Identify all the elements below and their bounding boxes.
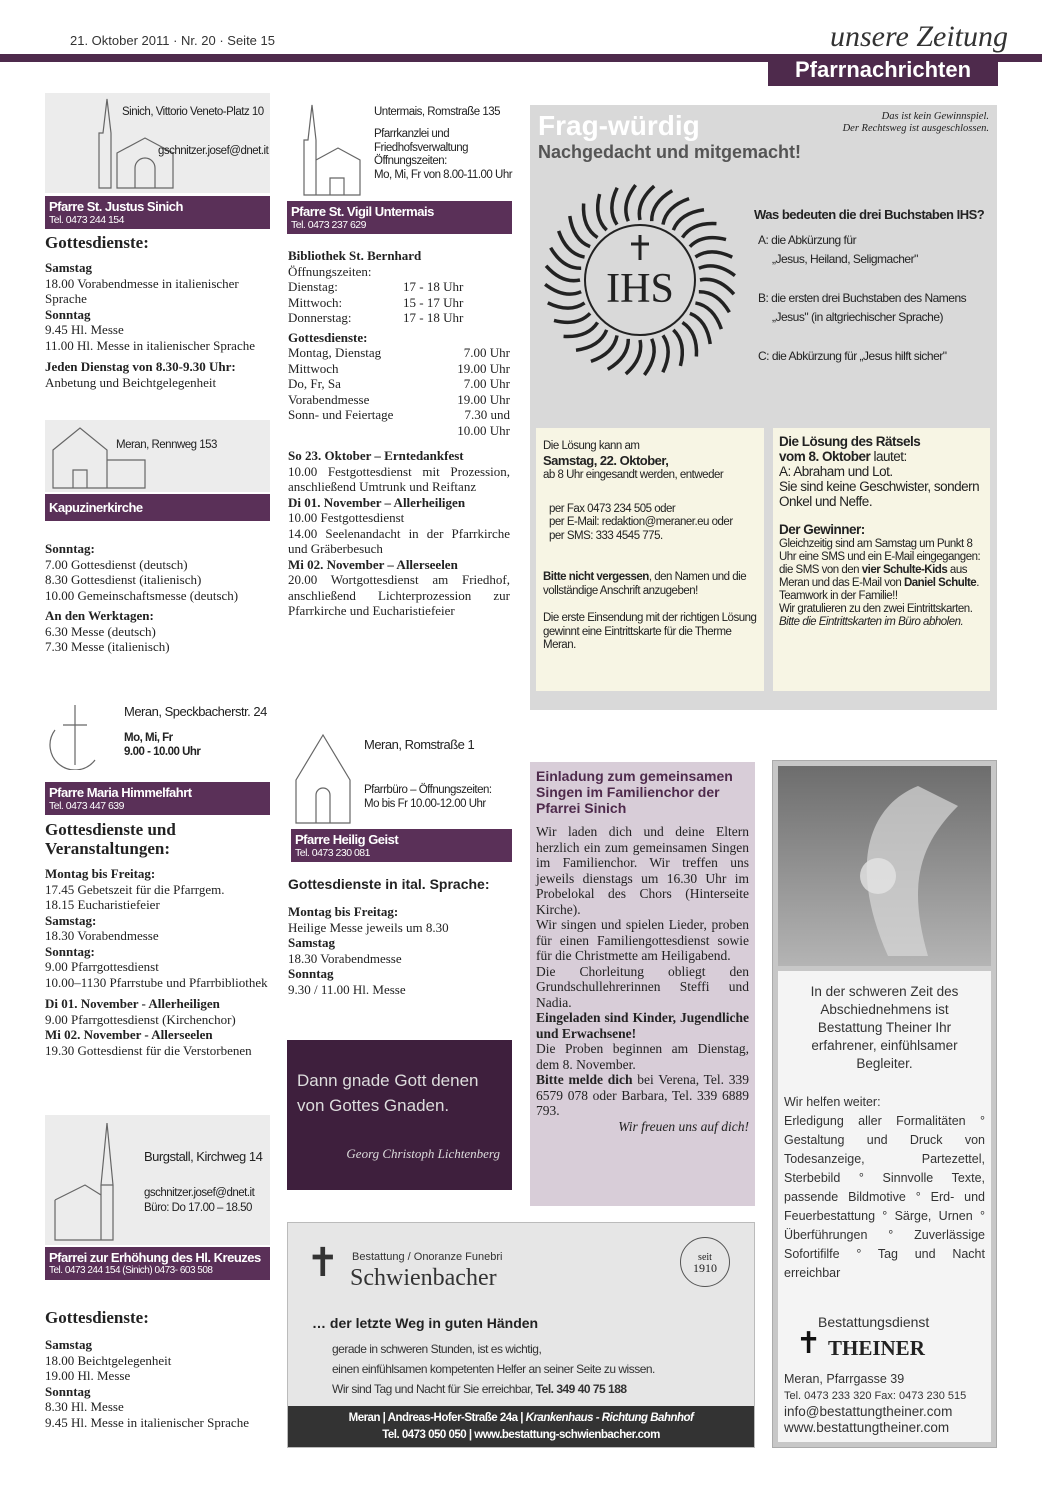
parish-tel: Tel. 0473 230 081 xyxy=(295,847,370,859)
event-title: Di 01. November – Allerheiligen xyxy=(288,494,466,510)
parish-name: Pfarrei zur Erhöhung des Hl. Kreuzes xyxy=(49,1250,261,1265)
service-list: Erledigung aller Formalitäten ° Gestaltung und Druck von Todesanzeige, Partezettel, Sterbebild ° Sinnvolle Texte, passende Bildmotive ° Erd- und Feuerbestattung ° Särge, Urnen ° Überführungen ° Zuverlässige Sofortifilfe ° Tag und Nacht erreichbar xyxy=(784,1114,985,1280)
submission-note xyxy=(536,428,764,691)
emblem-ray xyxy=(591,335,617,361)
brand-line-1: Bestattungsdienst xyxy=(818,1314,930,1330)
address: Meran, Romstraße 1 xyxy=(364,737,475,752)
parish-band xyxy=(45,196,270,229)
line: Die Chorleitung obliegt den Grundschullehrerinnen Steffi und Nadia. xyxy=(536,963,749,1010)
answer-b: B: die ersten drei Buchstaben des Namens xyxy=(758,291,967,305)
theiner-services xyxy=(778,1073,991,1283)
solution-note xyxy=(773,428,990,691)
address: Meran | Andreas-Hofer-Straße 24a | xyxy=(348,1412,526,1424)
address: Sinich, Vittorio Veneto-Platz 10 xyxy=(122,106,264,118)
church-illustration-burgstall xyxy=(45,1115,270,1245)
line: . Teamwork in der Familie!! xyxy=(779,577,979,602)
quiz-subtitle: Nachgedacht und mitgemacht! xyxy=(538,142,802,162)
schedule-row xyxy=(288,407,510,423)
emblem-ray xyxy=(551,248,582,269)
line: Anbetung und Beichtgelegenheit xyxy=(45,374,217,390)
burgstall-services xyxy=(45,1308,270,1430)
emblem-ray xyxy=(695,252,732,257)
answer-c: C: die Abkürzung für „Jesus hilft sicher" xyxy=(758,349,947,363)
line: Mo bis Fr 10.00-12.00 Uhr xyxy=(364,798,486,810)
line: Wir singen und spielen Lieder, proben für einen Familiengottesdienst sowie für die Christmette am Heiligabend. xyxy=(536,917,749,963)
emblem-ray xyxy=(690,313,710,344)
location: Krankenhaus - Richtung Bahnhof xyxy=(525,1412,694,1424)
office-days: Mo, Mi, Fr xyxy=(124,732,173,744)
line: 9.45 Hl. Messe xyxy=(45,322,124,337)
line: A: Abraham und Lot. xyxy=(779,464,893,479)
quiz-panel xyxy=(530,105,997,710)
year: 1910 xyxy=(693,1261,717,1275)
event-text: 10.00 Festgottesdienst xyxy=(288,510,405,525)
heading: Gottesdienste: xyxy=(45,233,149,252)
church-icon xyxy=(45,1115,270,1245)
event-text: 20.00 Wortgottesdienst am Friedhof, anschließend Lichterprozession zur Pfarrkirche und Eucharistiefeier xyxy=(288,572,510,618)
church-icon xyxy=(288,725,358,825)
line: 18.15 Eucharistiefeier xyxy=(45,897,160,912)
emblem-ray xyxy=(583,204,597,238)
schedule-row xyxy=(288,279,510,295)
line: 7.00 Gottesdienst (deutsch) xyxy=(45,556,188,572)
emblem-ray xyxy=(608,339,629,370)
day: Sonntag xyxy=(45,1383,91,1399)
schedule-time: 17 - 18 Uhr xyxy=(403,310,464,325)
day: Montag bis Freitag: xyxy=(288,904,399,919)
emblem-ray xyxy=(626,185,636,221)
emblem-ray xyxy=(564,322,598,336)
church-illustration-kapuziner xyxy=(45,420,270,492)
line: 18.30 Vorabendmesse xyxy=(45,928,159,943)
schedule-time: 19.00 Uhr xyxy=(457,391,510,407)
line: Wir freuen uns auf dich! xyxy=(618,1118,749,1134)
emblem-ray xyxy=(545,284,581,294)
choir-title: Einladung zum gemeinsamen Singen im Familienchor der Pfarrei Sinich xyxy=(536,768,733,816)
line: 10.00 Gemeinschaftsmesse (deutsch) xyxy=(45,587,239,603)
line: , den Namen und die vollständige Anschrift anzugeben! xyxy=(543,571,747,597)
sinich-services xyxy=(45,233,270,390)
line: 18.30 Vorabendmesse xyxy=(288,950,402,966)
line: einen einfühlsamen kompetenten Helfer an seiner Seite zu wissen. xyxy=(332,1362,655,1376)
heading: Gottesdienste: xyxy=(45,1308,149,1327)
emblem-ray xyxy=(644,339,654,375)
schedule-time: 7.00 Uhr xyxy=(463,376,510,391)
page-date: 21. Oktober 2011 · Nr. 20 · Seite 15 xyxy=(70,33,275,48)
office-hours: 9.00 - 10.00 Uhr xyxy=(124,746,201,758)
disclaimer xyxy=(843,111,989,135)
cross-icon xyxy=(45,700,105,770)
schedule-day: Mittwoch: xyxy=(288,294,343,310)
winner: vier Schulte-Kids xyxy=(861,564,948,576)
event-title: Mi 02. November – Allerseelen xyxy=(288,556,458,572)
emblem-ray xyxy=(598,194,607,230)
emblem-ray xyxy=(576,330,607,350)
schedule-time: 19.00 Uhr xyxy=(457,360,510,376)
emblem-ray xyxy=(673,210,704,230)
quote-box xyxy=(287,1040,512,1190)
event-title: So 23. Oktober – Erntedankfest xyxy=(288,448,464,463)
day: Jeden Dienstag von 8.30-9.30 Uhr: xyxy=(45,359,236,374)
schedule-day: Mittwoch xyxy=(288,360,339,376)
schedule-time: 10.00 Uhr xyxy=(457,422,510,438)
since-badge xyxy=(680,1237,730,1287)
emblem-ray xyxy=(663,199,689,225)
ad-footer xyxy=(288,1406,754,1447)
angel-statue-icon xyxy=(778,766,991,966)
schedule-day: Vorabendmesse xyxy=(288,391,370,407)
line: 17.45 Gebetszeit für die Pfarrgem. xyxy=(45,881,225,897)
parish-tel: Tel. 0473 237 629 xyxy=(291,219,366,231)
parish-band xyxy=(287,201,512,234)
schedule-row xyxy=(288,310,510,326)
answer-a-text: „Jesus, Heiland, Seligmacher" xyxy=(772,252,918,266)
emblem-ray xyxy=(699,266,735,276)
cross-icon: ✝ xyxy=(796,1327,822,1360)
line: Bitte die Eintrittskarten im Büro abholen. xyxy=(779,616,964,628)
line: 6.30 Messe (deutsch) xyxy=(45,623,156,639)
schedule-day: Sonn- und Feiertage xyxy=(288,407,394,422)
schedule-row xyxy=(288,392,510,408)
line: 9.45 Hl. Messe in italienischer Sprache xyxy=(45,1414,249,1430)
website-link[interactable]: www.bestattungtheiner.com xyxy=(784,1420,950,1435)
brand-tagline: Bestattung / Onoranze Funebri xyxy=(352,1251,503,1263)
schedule-time: 17 - 18 Uhr xyxy=(403,279,464,294)
schedule-day: Donnerstag: xyxy=(288,310,352,325)
section-title: Pfarrnachrichten xyxy=(768,56,998,86)
schedule-day: Montag, Dienstag xyxy=(288,345,382,360)
day: Samstag: xyxy=(45,912,97,928)
quiz-title: Frag-würdig xyxy=(538,110,700,141)
theiner-ad xyxy=(772,760,997,1448)
church-logo xyxy=(45,700,105,770)
office-hours: Büro: Do 17.00 – 18.50 xyxy=(144,1202,252,1214)
line: 8.30 Gottesdienst (italienisch) xyxy=(45,572,202,587)
schedule-row xyxy=(288,295,510,311)
emblem-ray xyxy=(682,322,696,356)
cross-icon: ✝ xyxy=(306,1240,340,1285)
parish-name: Pfarre Maria Himmelfahrt xyxy=(49,785,192,800)
day: Mi 02. November - Allerseelen xyxy=(45,1027,213,1042)
kapuziner-services xyxy=(45,541,270,655)
schedule-time: 15 - 17 Uhr xyxy=(403,294,464,310)
event-text: 14.00 Seelenandacht in der Pfarrkirche und Gräberbesuch xyxy=(288,525,510,556)
day: Sonntag: xyxy=(45,943,95,959)
line: Wir laden dich und deine Eltern herzlich ein zum gemeinsamen Singen im Familienchor. Wir treffen uns jeweils dienstags um 16.30 Uhr im Probelokal des Chors (Hinterseite Kirche). xyxy=(536,824,749,917)
newspaper-logo: unsere Zeitung xyxy=(829,20,1008,53)
heading: Gottesdienste: xyxy=(288,329,368,345)
line: Pfarrkanzlei und xyxy=(374,128,450,140)
schedule-day: Do, Fr, Sa xyxy=(288,376,341,391)
theiner-intro: In der schweren Zeit des Abschiednehmens ist Bestattung Theiner Ihr erfahrener, einfühlsamer Begleiter. xyxy=(810,984,959,1071)
geist-services xyxy=(288,876,510,997)
church-icon xyxy=(45,420,270,492)
day: Sonntag xyxy=(45,306,91,322)
emphasis: Bitte nicht vergessen xyxy=(543,571,649,583)
day: An den Werktagen: xyxy=(45,608,154,623)
quiz-answers xyxy=(758,231,966,366)
ad-text xyxy=(332,1339,655,1399)
slogan: … der letzte Weg in guten Händen xyxy=(312,1315,539,1331)
line: Der Rechtsweg ist ausgeschlossen. xyxy=(842,123,989,134)
day: Samstag xyxy=(45,1337,92,1352)
parish-band xyxy=(45,1247,270,1280)
address: Untermais, Romstraße 135 xyxy=(374,106,501,118)
emblem-ray xyxy=(652,191,673,222)
email-link[interactable]: gschnitzer.josef@dnet.it xyxy=(144,1187,255,1199)
emphasis: Eingeladen sind Kinder, Jugendliche und Erwachsene! xyxy=(536,1010,749,1041)
heading: Die Lösung des Rätsels xyxy=(779,434,921,449)
parish-name: Pfarre Heilig Geist xyxy=(295,832,399,847)
line: lautet: xyxy=(870,449,907,464)
line: Das ist kein Gewinnspiel. xyxy=(881,111,989,122)
email-link[interactable]: gschnitzer.josef@dnet.it xyxy=(158,145,269,157)
line: 8.30 Hl. Messe xyxy=(45,1399,124,1414)
line: Pfarrbüro – Öffnungszeiten: xyxy=(364,784,492,796)
line: Wir gratulieren zu den zwei Eintrittskarten. xyxy=(779,603,973,615)
line: 9.00 Pfarrgottesdienst (Kirchenchor) xyxy=(45,1011,236,1027)
line: 10.00–1130 Pfarrstube und Pfarrbibliothek xyxy=(45,974,268,990)
theiner-contact xyxy=(784,1371,966,1436)
emblem-ray xyxy=(570,216,590,247)
brand-name: Schwienbacher xyxy=(350,1265,497,1291)
himmelfahrt-services xyxy=(45,820,270,1058)
schedule-time: 7.30 und xyxy=(464,407,510,422)
day: Montag bis Freitag: xyxy=(45,866,156,881)
day: Samstag xyxy=(288,935,335,950)
brand-name: THEINER xyxy=(828,1336,925,1360)
emblem-ray xyxy=(663,335,668,372)
phone: Tel. 0473 233 320 Fax: 0473 230 515 xyxy=(784,1390,967,1402)
emblem-ray xyxy=(699,292,730,313)
heading: Bibliothek St. Bernhard xyxy=(288,248,422,263)
emblem-ray xyxy=(612,188,617,225)
emblem-ray xyxy=(695,303,721,329)
email-link[interactable]: info@bestattungtheiner.com xyxy=(784,1404,953,1419)
schedule-row xyxy=(288,423,510,439)
heading: Der Gewinner: xyxy=(779,522,865,537)
line: ab 8 Uhr eingesandt werden, entweder xyxy=(543,469,724,481)
phone: Tel. 349 40 75 188 xyxy=(535,1382,627,1396)
emblem-ray xyxy=(682,223,716,237)
line: Die Proben beginnen am Dienstag, dem 8. November. xyxy=(536,1041,749,1072)
parish-tel: Tel. 0473 447 639 xyxy=(49,800,124,812)
line: Öffnungszeiten: xyxy=(288,263,372,279)
line: 19.30 Gottesdienst für die Verstorbenen xyxy=(45,1042,252,1058)
contact: Tel. 0473 050 050 | www.bestattung-schwienbacher.com xyxy=(382,1429,660,1441)
parish-band xyxy=(291,829,512,862)
line: 19.00 Hl. Messe xyxy=(45,1368,131,1383)
schedule-row xyxy=(288,345,510,361)
address: Meran, Speckbacherstr. 24 xyxy=(124,704,267,719)
office-info xyxy=(364,783,492,811)
emblem-ray xyxy=(673,330,682,366)
ihs-emblem-icon xyxy=(540,180,740,385)
line: bei Verena, Tel. 339 6579 078 oder Barbara, Tel. 339 6889 793. xyxy=(536,1072,749,1118)
line: 9.00 Pfarrgottesdienst xyxy=(45,959,159,974)
event-text: 10.00 Festgottesdienst mit Prozession, anschließend Umtrunk und Reiftanz xyxy=(288,463,510,494)
line: Die Lösung kann am xyxy=(543,440,640,452)
day: Sonntag xyxy=(288,966,334,981)
line: gerade in schweren Stunden, ist es wichtig, xyxy=(332,1342,542,1356)
schedule-row xyxy=(288,361,510,377)
line: Gleichzeitig sind am Samstag um Punkt 8 Uhr eine SMS und ein E-Mail eingegangen: die SMS von den xyxy=(779,538,981,576)
vigil-library xyxy=(288,248,510,619)
church-illustration-vigil xyxy=(288,100,368,198)
line: Friedhofsverwaltung xyxy=(374,141,469,154)
answer-b-text: „Jesus" (in altgriechischer Sprache) xyxy=(772,310,943,324)
parish-name: Pfarre St. Justus Sinich xyxy=(49,199,183,214)
heading: Gottesdienste und Veranstaltungen: xyxy=(45,820,176,858)
emphasis: Bitte melde dich xyxy=(536,1072,633,1087)
email[interactable]: per E-Mail: redaktion@meraner.eu oder xyxy=(549,516,733,528)
office-info xyxy=(374,128,512,182)
sms: per SMS: 333 4545 775. xyxy=(549,529,663,542)
schedule-time: 7.00 Uhr xyxy=(463,345,510,360)
winner: Daniel Schulte xyxy=(903,577,977,589)
choir-text xyxy=(530,816,755,1134)
fax: per Fax 0473 234 505 oder xyxy=(549,502,676,515)
prize-info: Die erste Einsendung mit der richtigen Lösung gewinnt eine Eintrittskarte für die Therme Meran. xyxy=(543,612,757,651)
angel-photo xyxy=(778,766,991,966)
answer-a: A: die Abkürzung für xyxy=(758,233,857,247)
parish-band xyxy=(45,494,270,521)
date: Samstag, 22. Oktober, xyxy=(543,452,669,468)
parish-tel: Tel. 0473 244 154 xyxy=(49,214,124,226)
line: Heilige Messe jeweils um 8.30 xyxy=(288,919,449,935)
line: Mo, Mi, Fr von 8.00-11.00 Uhr xyxy=(374,168,513,181)
line: Öffnungszeiten: xyxy=(374,155,447,167)
line: 18.00 Beichtgelegenheit xyxy=(45,1352,172,1368)
theiner-content xyxy=(778,971,991,1442)
day: Sonntag: xyxy=(45,541,95,556)
address: Burgstall, Kirchweg 14 xyxy=(144,1149,263,1164)
address: Meran, Pfarrgasse 39 xyxy=(784,1372,905,1386)
line: seit xyxy=(698,1252,712,1263)
heading: Wir helfen weiter: xyxy=(784,1095,881,1109)
emblem-ray xyxy=(554,313,590,322)
address: Meran, Rennweg 153 xyxy=(116,439,217,451)
schwienbacher-ad xyxy=(287,1222,755,1448)
emblem-ray xyxy=(559,231,585,257)
schedule-day: Dienstag: xyxy=(288,279,338,294)
quote-author: Georg Christoph Lichtenberg xyxy=(346,1146,500,1161)
church-illustration-geist xyxy=(288,725,358,825)
day: Samstag xyxy=(45,260,92,275)
parish-name: Kapuzinerkirche xyxy=(49,500,143,515)
line: 18.00 Vorabendmesse in italienischer Sprache xyxy=(45,275,239,306)
line: 9.30 / 11.00 Hl. Messe xyxy=(288,981,406,997)
line: Wir sind Tag und Nacht für Sie erreichbar, xyxy=(332,1382,536,1396)
line: Sie sind keine Geschwister, sondern Onkel und Neffe. xyxy=(779,479,980,509)
parish-band xyxy=(45,782,270,815)
emblem-ray xyxy=(690,238,726,247)
parish-tel: Tel. 0473 244 154 (Sinich) 0473- 603 508 xyxy=(49,1265,213,1276)
line: 11.00 Hl. Messe in italienischer Sprache xyxy=(45,337,255,353)
quote-text: Dann gnade Gott denen von Gottes Gnaden. xyxy=(297,1071,479,1115)
heading: vom 8. Oktober xyxy=(779,449,871,464)
schedule-row xyxy=(288,376,510,392)
line: aus Meran und das E-Mail von xyxy=(779,564,967,589)
quiz-question: Was bedeuten die drei Buchstaben IHS? xyxy=(754,207,985,222)
church-icon xyxy=(288,100,368,198)
emblem-text: IHS xyxy=(606,266,674,312)
emblem-ray xyxy=(548,303,585,308)
parish-name: Pfarre St. Vigil Untermais xyxy=(291,204,434,219)
heading: Gottesdienste in ital. Sprache: xyxy=(288,876,490,892)
choir-box xyxy=(530,762,755,1206)
day: Di 01. November - Allerheiligen xyxy=(45,996,220,1011)
line: 7.30 Messe (italienisch) xyxy=(45,639,170,654)
